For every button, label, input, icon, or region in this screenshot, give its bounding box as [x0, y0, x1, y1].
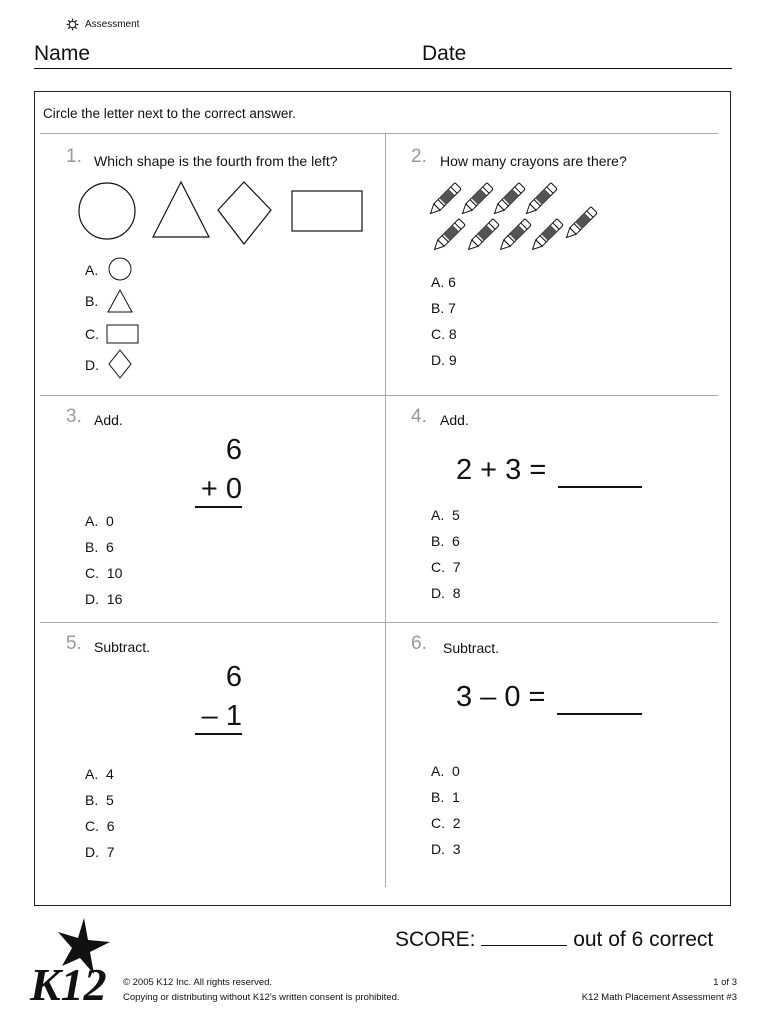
- option-letter[interactable]: D.: [431, 585, 445, 601]
- answer-blank[interactable]: [558, 486, 642, 488]
- circle-shape: [79, 183, 135, 239]
- option[interactable]: [431, 507, 460, 523]
- option-letter[interactable]: C.: [85, 818, 99, 834]
- crayons-illustration: [428, 180, 608, 260]
- option-value[interactable]: 0: [452, 763, 460, 779]
- option[interactable]: [85, 565, 122, 581]
- option-value[interactable]: 2: [452, 815, 461, 831]
- question-number: 5.: [66, 633, 82, 654]
- answer-blank[interactable]: [557, 713, 642, 715]
- option-letter[interactable]: B.: [85, 792, 99, 808]
- divider: [40, 395, 718, 396]
- column-divider: [385, 134, 386, 887]
- question-text: Subtract.: [94, 639, 151, 655]
- option-letter[interactable]: C.: [431, 326, 445, 342]
- question-number: 1.: [66, 146, 82, 167]
- option-value[interactable]: 6: [106, 539, 114, 555]
- option-circle[interactable]: [107, 256, 133, 282]
- option[interactable]: [431, 763, 460, 779]
- option[interactable]: [85, 539, 114, 555]
- score-line: [395, 927, 713, 952]
- option-letter[interactable]: B.: [85, 539, 99, 555]
- option-letter[interactable]: B.: [85, 293, 99, 309]
- option[interactable]: [431, 815, 461, 831]
- score-blank[interactable]: [481, 927, 567, 946]
- crayon-icon: [459, 183, 493, 217]
- crayon-icon: [497, 219, 531, 253]
- option[interactable]: [431, 326, 457, 342]
- option-letter[interactable]: B.: [431, 533, 445, 549]
- crayon-icon: [529, 219, 563, 253]
- copy-notice: Copying or distributing without K12’s written consent is prohibited.: [123, 992, 400, 1003]
- option-letter[interactable]: A.: [85, 766, 99, 782]
- option-letter[interactable]: D.: [431, 841, 445, 857]
- option[interactable]: [85, 818, 115, 834]
- difference-line: [195, 733, 242, 735]
- diamond-shape: [218, 182, 271, 244]
- option-value[interactable]: 3: [452, 841, 461, 857]
- crayon-icon: [491, 183, 525, 217]
- option-value[interactable]: 9: [448, 352, 457, 368]
- question-text: Add.: [440, 412, 469, 428]
- option-letter[interactable]: D.: [85, 591, 99, 607]
- addend-top: 6: [225, 434, 242, 466]
- option-letter[interactable]: D.: [431, 352, 445, 368]
- instructions: Circle the letter next to the correct answer.: [43, 106, 296, 121]
- option-value[interactable]: 6: [106, 818, 115, 834]
- score-suffix: out of 6 correct: [573, 928, 714, 951]
- name-label: Name: [34, 42, 91, 65]
- document-title: K12 Math Placement Assessment #3: [581, 992, 737, 1003]
- option-diamond[interactable]: [107, 348, 133, 380]
- option[interactable]: [431, 585, 461, 601]
- rectangle-shape: [292, 191, 362, 231]
- option-letter[interactable]: B.: [431, 789, 445, 805]
- option-value[interactable]: 5: [106, 792, 114, 808]
- option-value[interactable]: 7: [452, 559, 461, 575]
- score-label: SCORE:: [395, 928, 476, 951]
- option-letter[interactable]: A.: [431, 274, 445, 290]
- gear-icon: [66, 18, 79, 31]
- option-value[interactable]: 8: [452, 585, 461, 601]
- option-value[interactable]: 5: [452, 507, 460, 523]
- option-letter[interactable]: A.: [85, 262, 99, 278]
- option[interactable]: [85, 792, 114, 808]
- question-number: 3.: [66, 406, 82, 427]
- option-value[interactable]: 7: [106, 844, 115, 860]
- question-text: Add.: [94, 412, 123, 428]
- question-number: 2.: [411, 146, 427, 167]
- option[interactable]: [431, 352, 457, 368]
- logo-text: K12: [30, 959, 107, 1006]
- option-value[interactable]: 7: [448, 300, 456, 316]
- option-value[interactable]: 1: [452, 789, 460, 805]
- option[interactable]: [431, 789, 460, 805]
- option[interactable]: [431, 274, 456, 290]
- option-letter[interactable]: D.: [85, 357, 99, 373]
- date-label: Date: [422, 42, 467, 65]
- option[interactable]: [431, 533, 460, 549]
- option-letter[interactable]: C.: [431, 815, 445, 831]
- option-value[interactable]: 0: [106, 513, 114, 529]
- question-text: Which shape is the fourth from the left?: [94, 153, 338, 169]
- crayon-icon: [523, 183, 557, 217]
- addend-bottom: + 0: [200, 473, 242, 505]
- equation: 2 + 3 =: [456, 454, 547, 486]
- question-number: 6.: [411, 633, 427, 654]
- option-letter[interactable]: C.: [431, 559, 445, 575]
- option[interactable]: [431, 841, 461, 857]
- option-value[interactable]: 8: [448, 326, 457, 342]
- option[interactable]: [85, 766, 114, 782]
- assessment-header: [66, 18, 139, 31]
- option-value[interactable]: 4: [106, 766, 114, 782]
- option-letter[interactable]: A.: [85, 513, 99, 529]
- option-letter[interactable]: D.: [85, 844, 99, 860]
- name-date-line[interactable]: [34, 68, 732, 69]
- option[interactable]: [85, 591, 122, 607]
- triangle-shape: [153, 182, 209, 237]
- subtrahend: – 1: [201, 700, 242, 732]
- crayon-icon: [428, 183, 461, 217]
- option-letter[interactable]: A.: [431, 763, 445, 779]
- option-letter[interactable]: A.: [431, 507, 445, 523]
- page-number: 1 of 3: [713, 977, 737, 988]
- option-value[interactable]: 16: [106, 591, 123, 607]
- question-text: Subtract.: [443, 640, 500, 656]
- sum-line: [195, 506, 242, 508]
- question-text: How many crayons are there?: [440, 153, 627, 169]
- option-letter[interactable]: C.: [85, 565, 99, 581]
- option-value[interactable]: 6: [448, 274, 456, 290]
- option-value[interactable]: 6: [452, 533, 460, 549]
- option-letter[interactable]: C.: [85, 326, 99, 342]
- shape-row: [74, 178, 369, 248]
- option-triangle[interactable]: [106, 288, 134, 314]
- minuend: 6: [225, 661, 242, 693]
- option-letter[interactable]: B.: [431, 300, 445, 316]
- option[interactable]: [431, 300, 456, 316]
- crayon-icon: [465, 219, 499, 253]
- crayon-icon: [563, 207, 597, 241]
- assessment-label: Assessment: [85, 19, 140, 30]
- copyright: © 2005 K12 Inc. All rights reserved.: [123, 977, 273, 988]
- k12-logo: [28, 914, 120, 1006]
- option-rectangle[interactable]: [106, 323, 140, 345]
- equation: 3 – 0 =: [456, 681, 546, 713]
- option[interactable]: [85, 844, 115, 860]
- crayon-icon: [431, 219, 465, 253]
- divider: [40, 622, 718, 623]
- option[interactable]: [85, 513, 114, 529]
- divider: [40, 133, 718, 134]
- question-number: 4.: [411, 406, 427, 427]
- option-value[interactable]: 10: [106, 565, 123, 581]
- option[interactable]: [431, 559, 461, 575]
